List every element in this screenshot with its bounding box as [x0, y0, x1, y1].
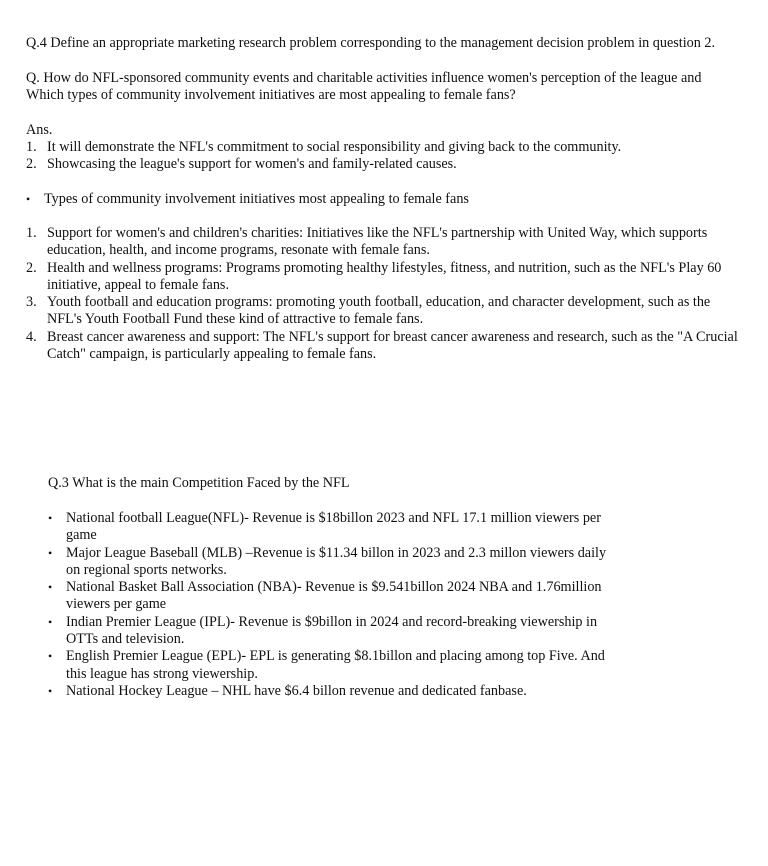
answer-label: Ans. — [26, 122, 53, 138]
competitor-text: English Premier League (EPL)- EPL is generating $8.1billon and placing among top Five. And this league has strong viewership. — [66, 648, 605, 682]
initiative-item — [26, 329, 738, 364]
initiative-number: 3. — [26, 294, 37, 311]
initiative-item — [26, 225, 738, 260]
competitor-item — [48, 683, 620, 700]
initiative-text: Health and wellness programs: Programs promoting healthy lifestyles, fitness, and nutrition, such as the NFL's Play 60 initiative, appeal to female fans. — [47, 259, 722, 293]
competitor-item — [48, 545, 620, 580]
competitor-item — [48, 648, 620, 683]
competitor-text: National Basket Ball Association (NBA)- Revenue is $9.541billon 2024 NBA and 1.76million viewers per game — [66, 579, 602, 613]
q3-heading: Q.3 What is the main Competition Faced by the NFL — [48, 475, 350, 491]
competitor-text: Major League Baseball (MLB) –Revenue is $11.34 billon in 2023 and 2.3 millon viewers daily on regional sports networks. — [66, 544, 607, 578]
bullet-icon: • — [48, 545, 53, 560]
bullet-icon: • — [26, 192, 31, 206]
bullet-icon: • — [48, 649, 53, 664]
initiative-number: 2. — [26, 259, 37, 276]
bullet-icon: • — [48, 614, 53, 629]
competition-list — [48, 510, 620, 700]
competitor-item — [48, 579, 620, 614]
initiative-text: Youth football and education programs: promoting youth football, education, and character development, such as the NFL's Youth Football Fund these kind of attractive to female fans. — [47, 294, 711, 328]
q4-heading: Q.4 Define an appropriate marketing research problem corresponding to the management decision problem in question 2. — [26, 35, 716, 51]
bullet-icon: • — [48, 511, 53, 525]
competitor-item — [48, 510, 620, 545]
competitor-text: National Hockey League – NHL have $6.4 billon revenue and dedicated fanbase. — [66, 682, 527, 699]
initiatives-list — [26, 225, 738, 363]
answer-list — [26, 139, 738, 174]
bullet-icon: • — [48, 580, 53, 595]
initiative-number: 4. — [26, 328, 37, 345]
initiative-item — [26, 294, 738, 329]
initiative-text: Support for women's and children's charities: Initiatives like the NFL's partnership with United Way, which supports education, health, and income programs, resonate with female fans. — [47, 225, 708, 259]
competitor-text: Indian Premier League (IPL)- Revenue is $9billon in 2024 and record-breaking viewership in OTTs and television. — [66, 613, 598, 648]
q4-question: Q. How do NFL-sponsored community events and charitable activities influence women's perception of the league and Which types of community involvement initiatives are most appealing to female fans? — [26, 70, 702, 104]
answer-item-number: 1. — [26, 139, 37, 155]
competitor-item — [48, 614, 620, 649]
initiative-number: 1. — [26, 225, 37, 241]
initiatives-heading-text: Types of community involvement initiatives most appealing to female fans — [44, 191, 469, 207]
answer-item-text: Showcasing the league's support for women's and family-related causes. — [47, 156, 457, 173]
bullet-icon: • — [48, 683, 53, 698]
initiative-text: Breast cancer awareness and support: The NFL's support for breast cancer awareness and research, such as the "A Crucial Catch" campaign, is particularly appealing to female fans. — [47, 328, 738, 363]
initiatives-heading — [26, 191, 738, 208]
answer-item — [26, 139, 738, 156]
answer-item-text: It will demonstrate the NFL's commitment to social responsibility and giving back to the community. — [47, 139, 622, 155]
answer-item — [26, 156, 738, 173]
answer-item-number: 2. — [26, 156, 37, 173]
initiative-item — [26, 260, 738, 295]
competitor-text: National football League(NFL)- Revenue is $18billon 2023 and NFL 17.1 million viewers per game — [66, 510, 601, 544]
